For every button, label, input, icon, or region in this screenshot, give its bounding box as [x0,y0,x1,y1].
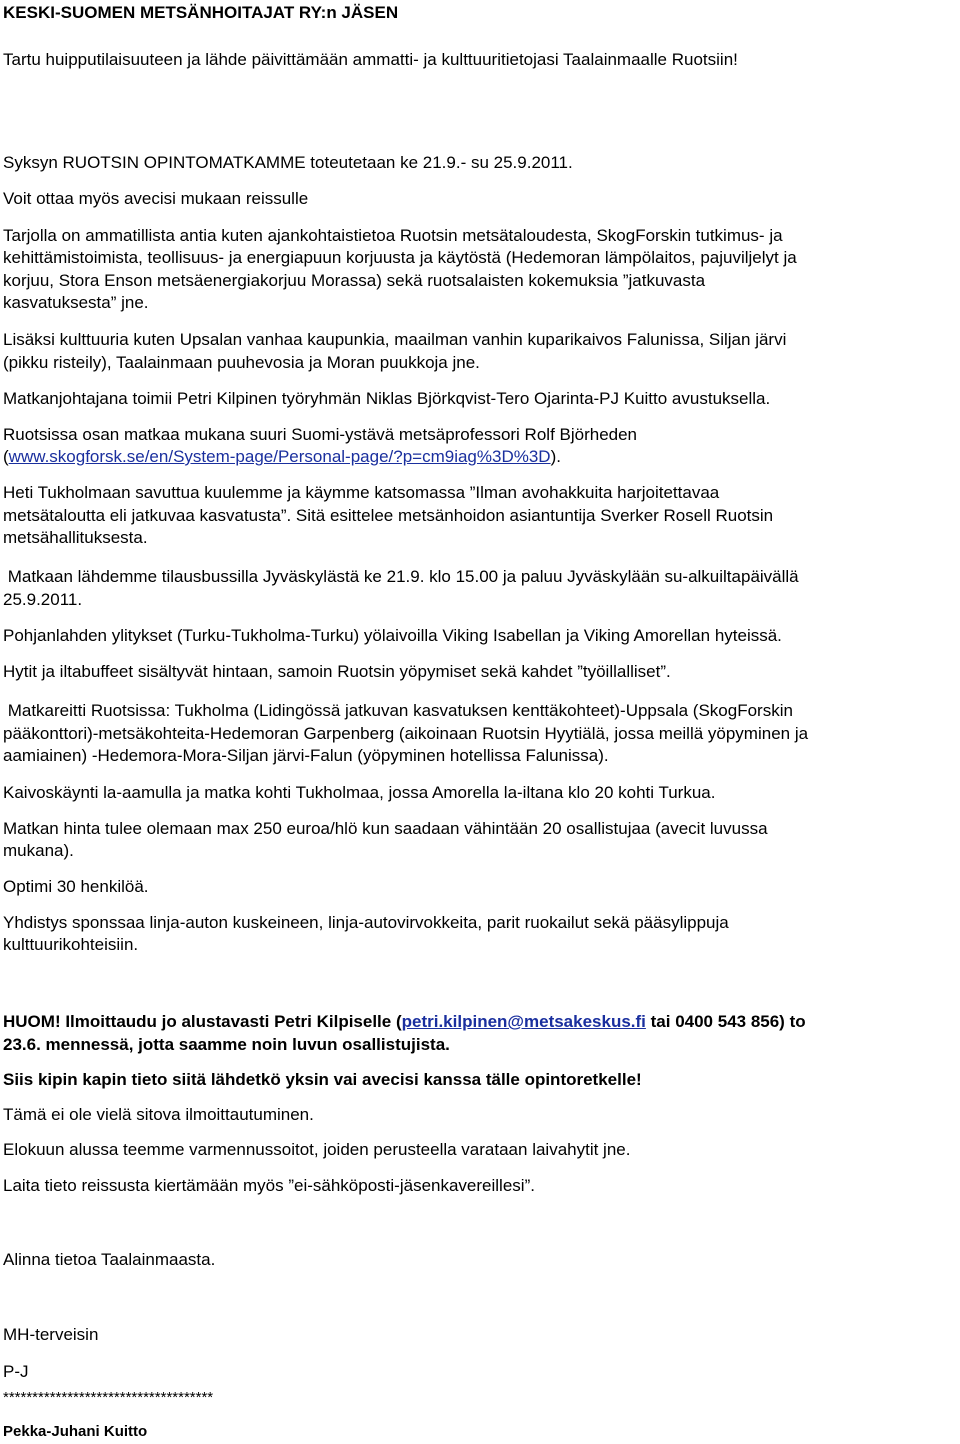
paragraph-line: Matkaan lähdemme tilausbussilla Jyväskylästä ke 21.9. klo 15.00 ja paluu Jyväskylään su-alkuiltapäivällä [3,567,799,586]
paragraph-line: kulttuurikohteisiin. [3,935,139,954]
leader-text: Matkanjohtajana toimii Petri Kilpinen työryhmän Niklas Björkqvist-Tero Ojarinta-PJ Kuitto avustuksella. [3,389,771,408]
paragraph-line: 23.6. mennessä, jotta saamme noin luvun osallistujista. [3,1035,450,1054]
association-header: KESKI-SUOMEN METSÄNHOITAJAT RY:n JÄSEN [3,3,399,22]
paragraph-line: mukana). [3,841,74,860]
cabins-text: Hytit ja iltabuffeet sisältyvät hintaan, samoin Ruotsin yöpymiset sekä kahdet ”työillalliset”. [3,662,671,681]
paragraph-line: kehittämistoimista, teollisuus- ja energiapuun korjuusta ja käytöstä (Hedemoran lämpölaitos, pajuviljelyt ja [3,248,797,267]
share-text: Laita tieto reissusta kiertämään myös ”ei-sähköposti-jäsenkavereillesi”. [3,1176,535,1195]
paragraph-line: (www.skogforsk.se/en/System-page/Personal-page/?p=cm9iag%3D%3D). [3,447,561,466]
paragraph-line: 25.9.2011. [3,590,83,609]
paragraph-line: (pikku risteily), Taalainmaan puuhevosia ja Moran puukkoja jne. [3,353,480,372]
paragraph-line: metsätaloutta eli jatkuvaa kasvatusta”. Sitä esittelee metsänhoidon asiantuntija Sverker Rosell Ruotsin [3,506,774,525]
paragraph-line: pääkonttori)-metsäkohteita-Hedemoran Garpenberg (aikoinaan Ruotsin Hyytiälä, jossa meillä yöpyminen ja [3,724,809,743]
trip-dates: Syksyn RUOTSIN OPINTOMATKAMME toteutetaan ke 21.9.- su 25.9.2011. [3,153,573,172]
ferry-text: Pohjanlahden ylitykset (Turku-Tukholma-Turku) yölaivoilla Viking Isabellan ja Viking Amorellan hyteissä. [3,626,782,645]
paragraph-line: Matkareitti Ruotsissa: Tukholma (Lidingössä jatkuvan kasvatuksen kenttäkohteet)-Uppsala (SkogForskin [3,701,793,720]
paragraph-line: Ruotsissa osan matkaa mukana suuri Suomi-ystävä metsäprofessori Rolf Björheden [3,425,638,444]
paragraph-line: aamiainen) -Hedemora-Mora-Siljan järvi-Falun (yöpyminen hotellissa Falunissa). [3,746,609,765]
not-binding-text: Tämä ei ole vielä sitova ilmoittautuminen. [3,1105,314,1124]
signature-name: Pekka-Juhani Kuitto [3,1423,148,1440]
optimum-text: Optimi 30 henkilöä. [3,877,149,896]
avec-text: Voit ottaa myös avecisi mukaan reissulle [3,189,309,208]
initials-text: P-J [3,1362,29,1381]
email-link[interactable]: petri.kilpinen@metsakeskus.fi [401,1012,646,1031]
intro-text: Tartu huipputilaisuuteen ja lähde päivittämään ammatti- ja kulttuuritietojasi Taalainmaalle Ruotsiin! [3,50,738,69]
paragraph-line: Matkan hinta tulee olemaan max 250 euroa/hlö kun saadaan vähintään 20 osallistujaa (avecit luvussa [3,819,768,838]
stars-divider: ************************************ [3,1389,214,1406]
paragraph-line: Yhdistys sponssaa linja-auton kuskeineen, linja-autovirvokkeita, parit ruokailut sekä pääsylippuja [3,913,729,932]
paragraph-line: kasvatuksesta” jne. [3,293,149,312]
paragraph-line: Tarjolla on ammatillista antia kuten ajankohtaistietoa Ruotsin metsätaloudesta, SkogForskin tutkimus- ja [3,226,783,245]
greeting-text: MH-terveisin [3,1325,99,1344]
confirmation-text: Elokuun alussa teemme varmennussoitot, joiden perusteella varataan laivahytit jne. [3,1140,631,1159]
paragraph-line: Heti Tukholmaan savuttua kuulemme ja käymme katsomassa ”Ilman avohakkuita harjoitettavaa [3,483,720,502]
skogforsk-link[interactable]: www.skogforsk.se/en/System-page/Personal-page/?p=cm9iag%3D%3D [8,447,551,466]
spread-word-text: Siis kipin kapin tieto siitä lähdetkö yksin vai avecisi kanssa tälle opintoretkelle! [3,1070,642,1089]
more-info-text: Alinna tietoa Taalainmaasta. [3,1250,216,1269]
paragraph-line: korjuu, Stora Enson metsäenergiakorjuu Morassa) sekä ruotsalaisten kokemuksia ”jatkuvasta [3,271,706,290]
paragraph-line: metsähallituksesta. [3,528,148,547]
mine-text: Kaivoskäynti la-aamulla ja matka kohti Tukholmaa, jossa Amorella la-iltana klo 20 kohti Turkua. [3,783,716,802]
paragraph-line: Lisäksi kulttuuria kuten Upsalan vanhaa kaupunkia, maailman vanhin kuparikaivos Falunissa, Siljan järvi [3,330,787,349]
paragraph-line: HUOM! Ilmoittaudu jo alustavasti Petri Kilpiselle (petri.kilpinen@metsakeskus.fi tai 0400 543 856) to [3,1012,806,1031]
